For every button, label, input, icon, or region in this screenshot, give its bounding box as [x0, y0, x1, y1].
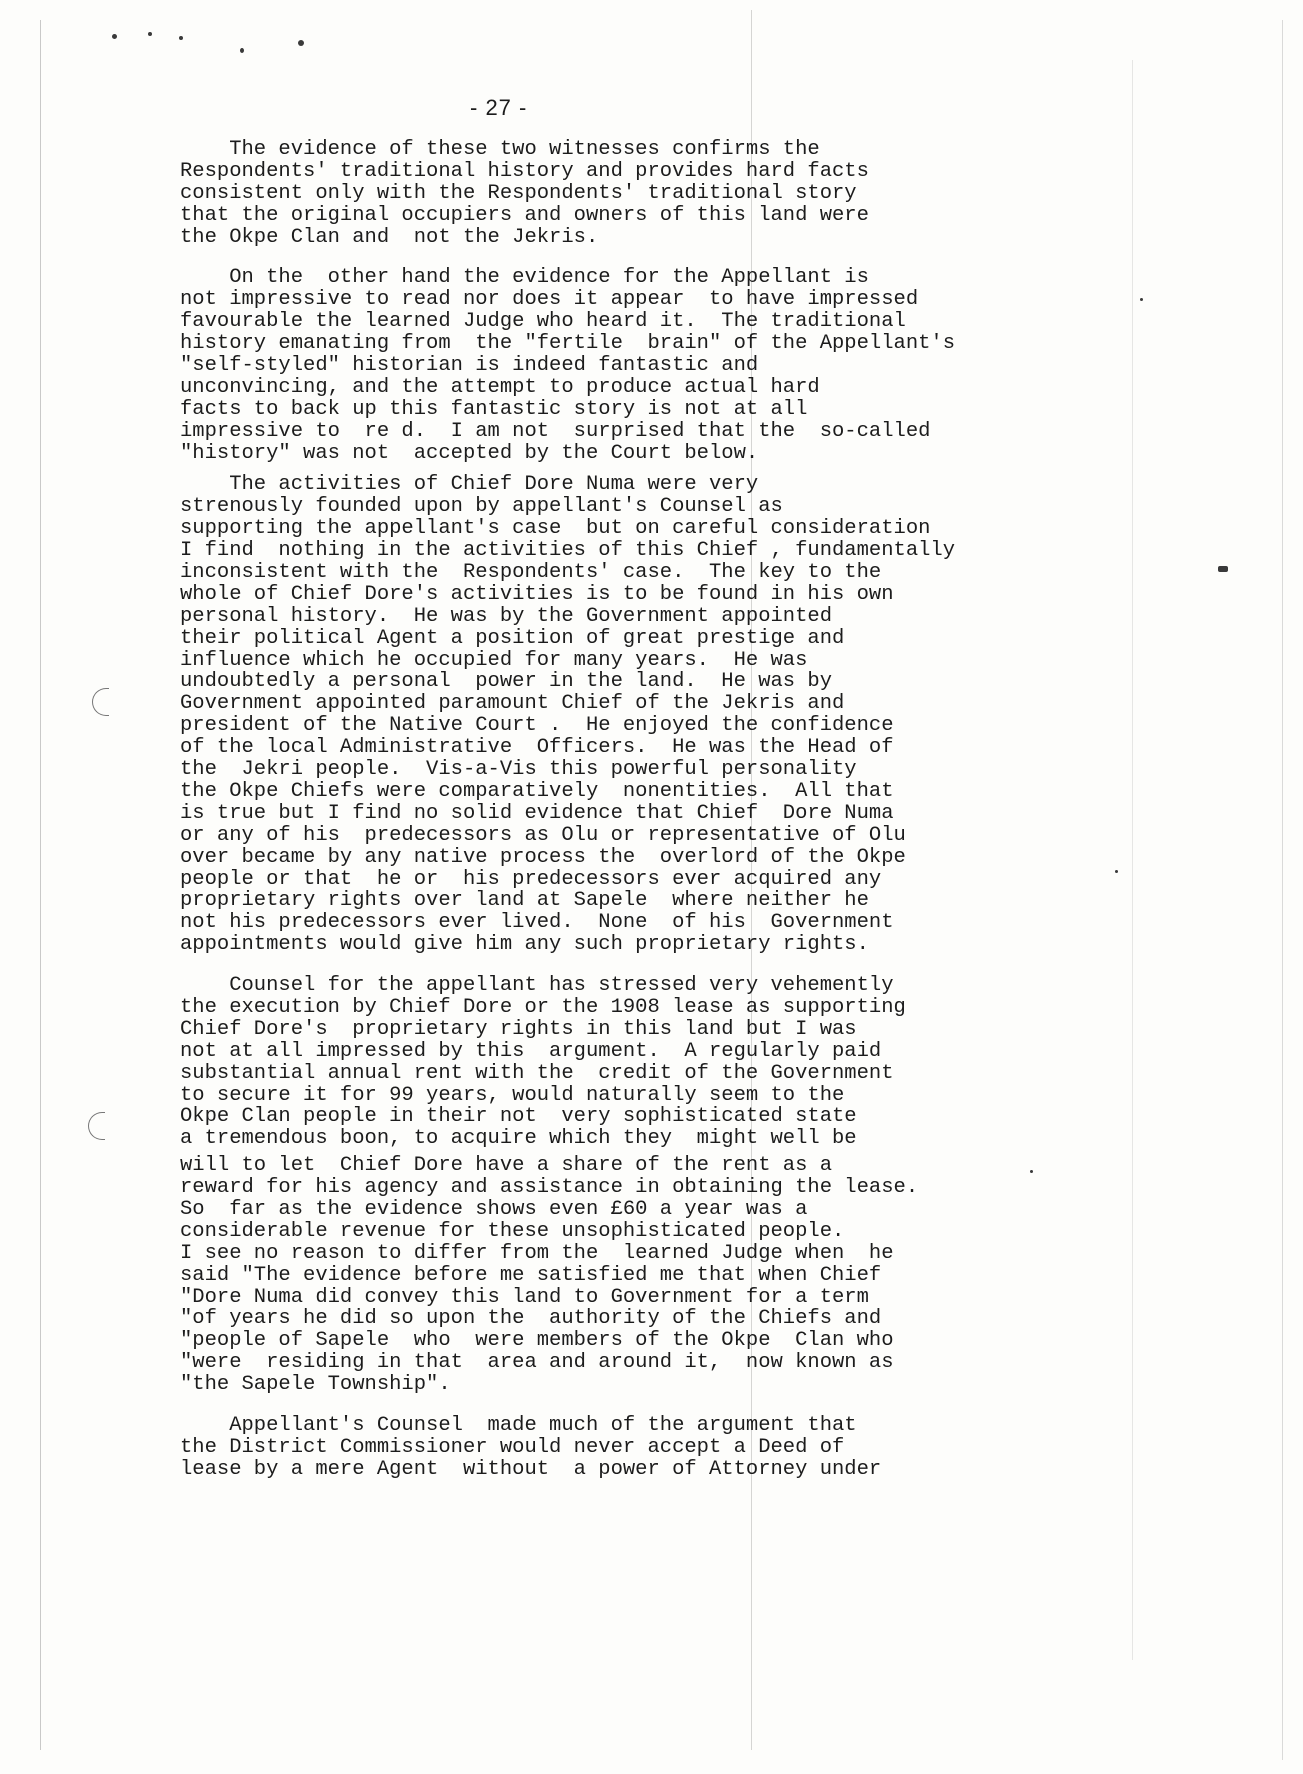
text-line: proprietary rights over land at Sapele where neither he: [180, 889, 869, 913]
text-line: "were residing in that area and around it, now known as: [180, 1351, 894, 1375]
text-line: to secure it for 99 years, would naturally seem to the: [180, 1083, 845, 1107]
scan-speck: [148, 32, 152, 36]
paragraph: [180, 975, 1220, 1150]
text-line: "people of Sapele who were members of the Okpe Clan who: [180, 1329, 894, 1353]
scan-left-edge-line: [40, 20, 41, 1750]
text-line: supporting the appellant's case but on careful consideration: [180, 517, 931, 541]
text-line: Respondents' traditional history and provides hard facts: [180, 159, 869, 183]
page-number: - 27 -: [470, 95, 528, 120]
text-line: inconsistent with the Respondents' case. The key to the: [180, 561, 882, 585]
text-line: Counsel for the appellant has stressed very vehemently: [180, 974, 894, 998]
text-line: undoubtedly a personal power in the land. He was by: [180, 670, 833, 694]
text-line: not his predecessors ever lived. None of his Government: [180, 911, 894, 935]
scan-speck: [112, 34, 117, 39]
text-line: The evidence of these two witnesses confirms the: [180, 138, 820, 161]
text-line: "self-styled" historian is indeed fantastic and: [180, 354, 759, 378]
text-line: whole of Chief Dore's activities is to be found in his own: [180, 582, 894, 606]
paragraph: [180, 267, 1220, 464]
text-line: personal history. He was by the Government appointed: [180, 604, 833, 628]
text-line: said "The evidence before me satisfied me that when Chief: [180, 1263, 882, 1287]
scan-right-edge-line: [1282, 20, 1283, 1760]
text-line: president of the Native Court . He enjoyed the confidence: [180, 714, 894, 738]
punch-hole-top: [92, 688, 109, 716]
text-line: appointments would give him any such proprietary rights.: [180, 933, 869, 957]
text-line: Chief Dore's proprietary rights in this land but I was: [180, 1017, 857, 1041]
text-line: "of years he did so upon the authority of the Chiefs and: [180, 1307, 882, 1331]
text-line: people or that he or his predecessors ever acquired any: [180, 867, 882, 891]
text-line: impressive to re d. I am not surprised that the so-called: [180, 419, 931, 443]
text-line: is true but I find no solid evidence that Chief Dore Numa: [180, 801, 894, 825]
paragraph: [180, 139, 1220, 248]
text-line: the District Commissioner would never accept a Deed of: [180, 1435, 845, 1459]
text-line: will to let Chief Dore have a share of the rent as a: [180, 1154, 833, 1178]
text-line: the execution by Chief Dore or the 1908 lease as supporting: [180, 995, 906, 1019]
scan-speck: [298, 40, 304, 46]
text-line: a tremendous boon, to acquire which they might well be: [180, 1127, 857, 1151]
text-line: "history" was not accepted by the Court below.: [180, 441, 759, 465]
text-line: I see no reason to differ from the learned Judge when he: [180, 1241, 894, 1265]
text-line: Appellant's Counsel made much of the argument that: [180, 1413, 857, 1437]
text-line: that the original occupiers and owners of this land were: [180, 203, 869, 227]
text-line: "Dore Numa did convey this land to Government for a term: [180, 1285, 869, 1309]
punch-hole-bottom: [88, 1112, 105, 1140]
text-line: the Okpe Chiefs were comparatively nonentities. All that: [180, 779, 894, 803]
body-text: [180, 139, 1220, 1481]
paragraph: [180, 1415, 1220, 1481]
text-line: reward for his agency and assistance in obtaining the lease.: [180, 1176, 919, 1200]
text-line: Okpe Clan people in their not very sophisticated state: [180, 1105, 857, 1129]
text-line: The activities of Chief Dore Numa were very: [180, 473, 759, 497]
text-line: I find nothing in the activities of this Chief , fundamentally: [180, 539, 956, 563]
text-line: the Jekri people. Vis-a-Vis this powerful personality: [180, 758, 857, 782]
text-line: history emanating from the "fertile brain" of the Appellant's: [180, 332, 956, 356]
text-line: or any of his predecessors as Olu or representative of Olu: [180, 823, 906, 847]
text-line: of the local Administrative Officers. He was the Head of: [180, 736, 894, 760]
text-line: their political Agent a position of great prestige and: [180, 626, 845, 650]
paragraph: [180, 474, 1220, 956]
text-line: facts to back up this fantastic story is not at all: [180, 397, 808, 421]
text-line: So far as the evidence shows even £60 a year was a: [180, 1197, 808, 1221]
text-line: substantial annual rent with the credit of the Government: [180, 1061, 894, 1085]
text-line: lease by a mere Agent without a power of Attorney under: [180, 1457, 882, 1481]
text-line: Government appointed paramount Chief of the Jekris and: [180, 692, 845, 716]
paragraph: [180, 1155, 1220, 1396]
text-line: not at all impressed by this argument. A regularly paid: [180, 1039, 882, 1063]
text-line: the Okpe Clan and not the Jekris.: [180, 225, 599, 249]
text-line: consistent only with the Respondents' traditional story: [180, 181, 857, 205]
text-line: considerable revenue for these unsophisticated people.: [180, 1219, 845, 1243]
text-line: over became by any native process the overlord of the Okpe: [180, 845, 906, 869]
text-line: not impressive to read nor does it appear to have impressed: [180, 288, 919, 312]
text-line: unconvincing, and the attempt to produce actual hard: [180, 375, 820, 399]
scan-speck: [240, 48, 244, 53]
scan-speck: [179, 36, 183, 40]
text-line: favourable the learned Judge who heard it. The traditional: [180, 310, 906, 334]
text-line: influence which he occupied for many years. He was: [180, 648, 808, 672]
text-line: strenously founded upon by appellant's Counsel as: [180, 495, 783, 519]
text-line: On the other hand the evidence for the Appellant is: [180, 266, 869, 290]
text-line: "the Sapele Township".: [180, 1373, 451, 1397]
